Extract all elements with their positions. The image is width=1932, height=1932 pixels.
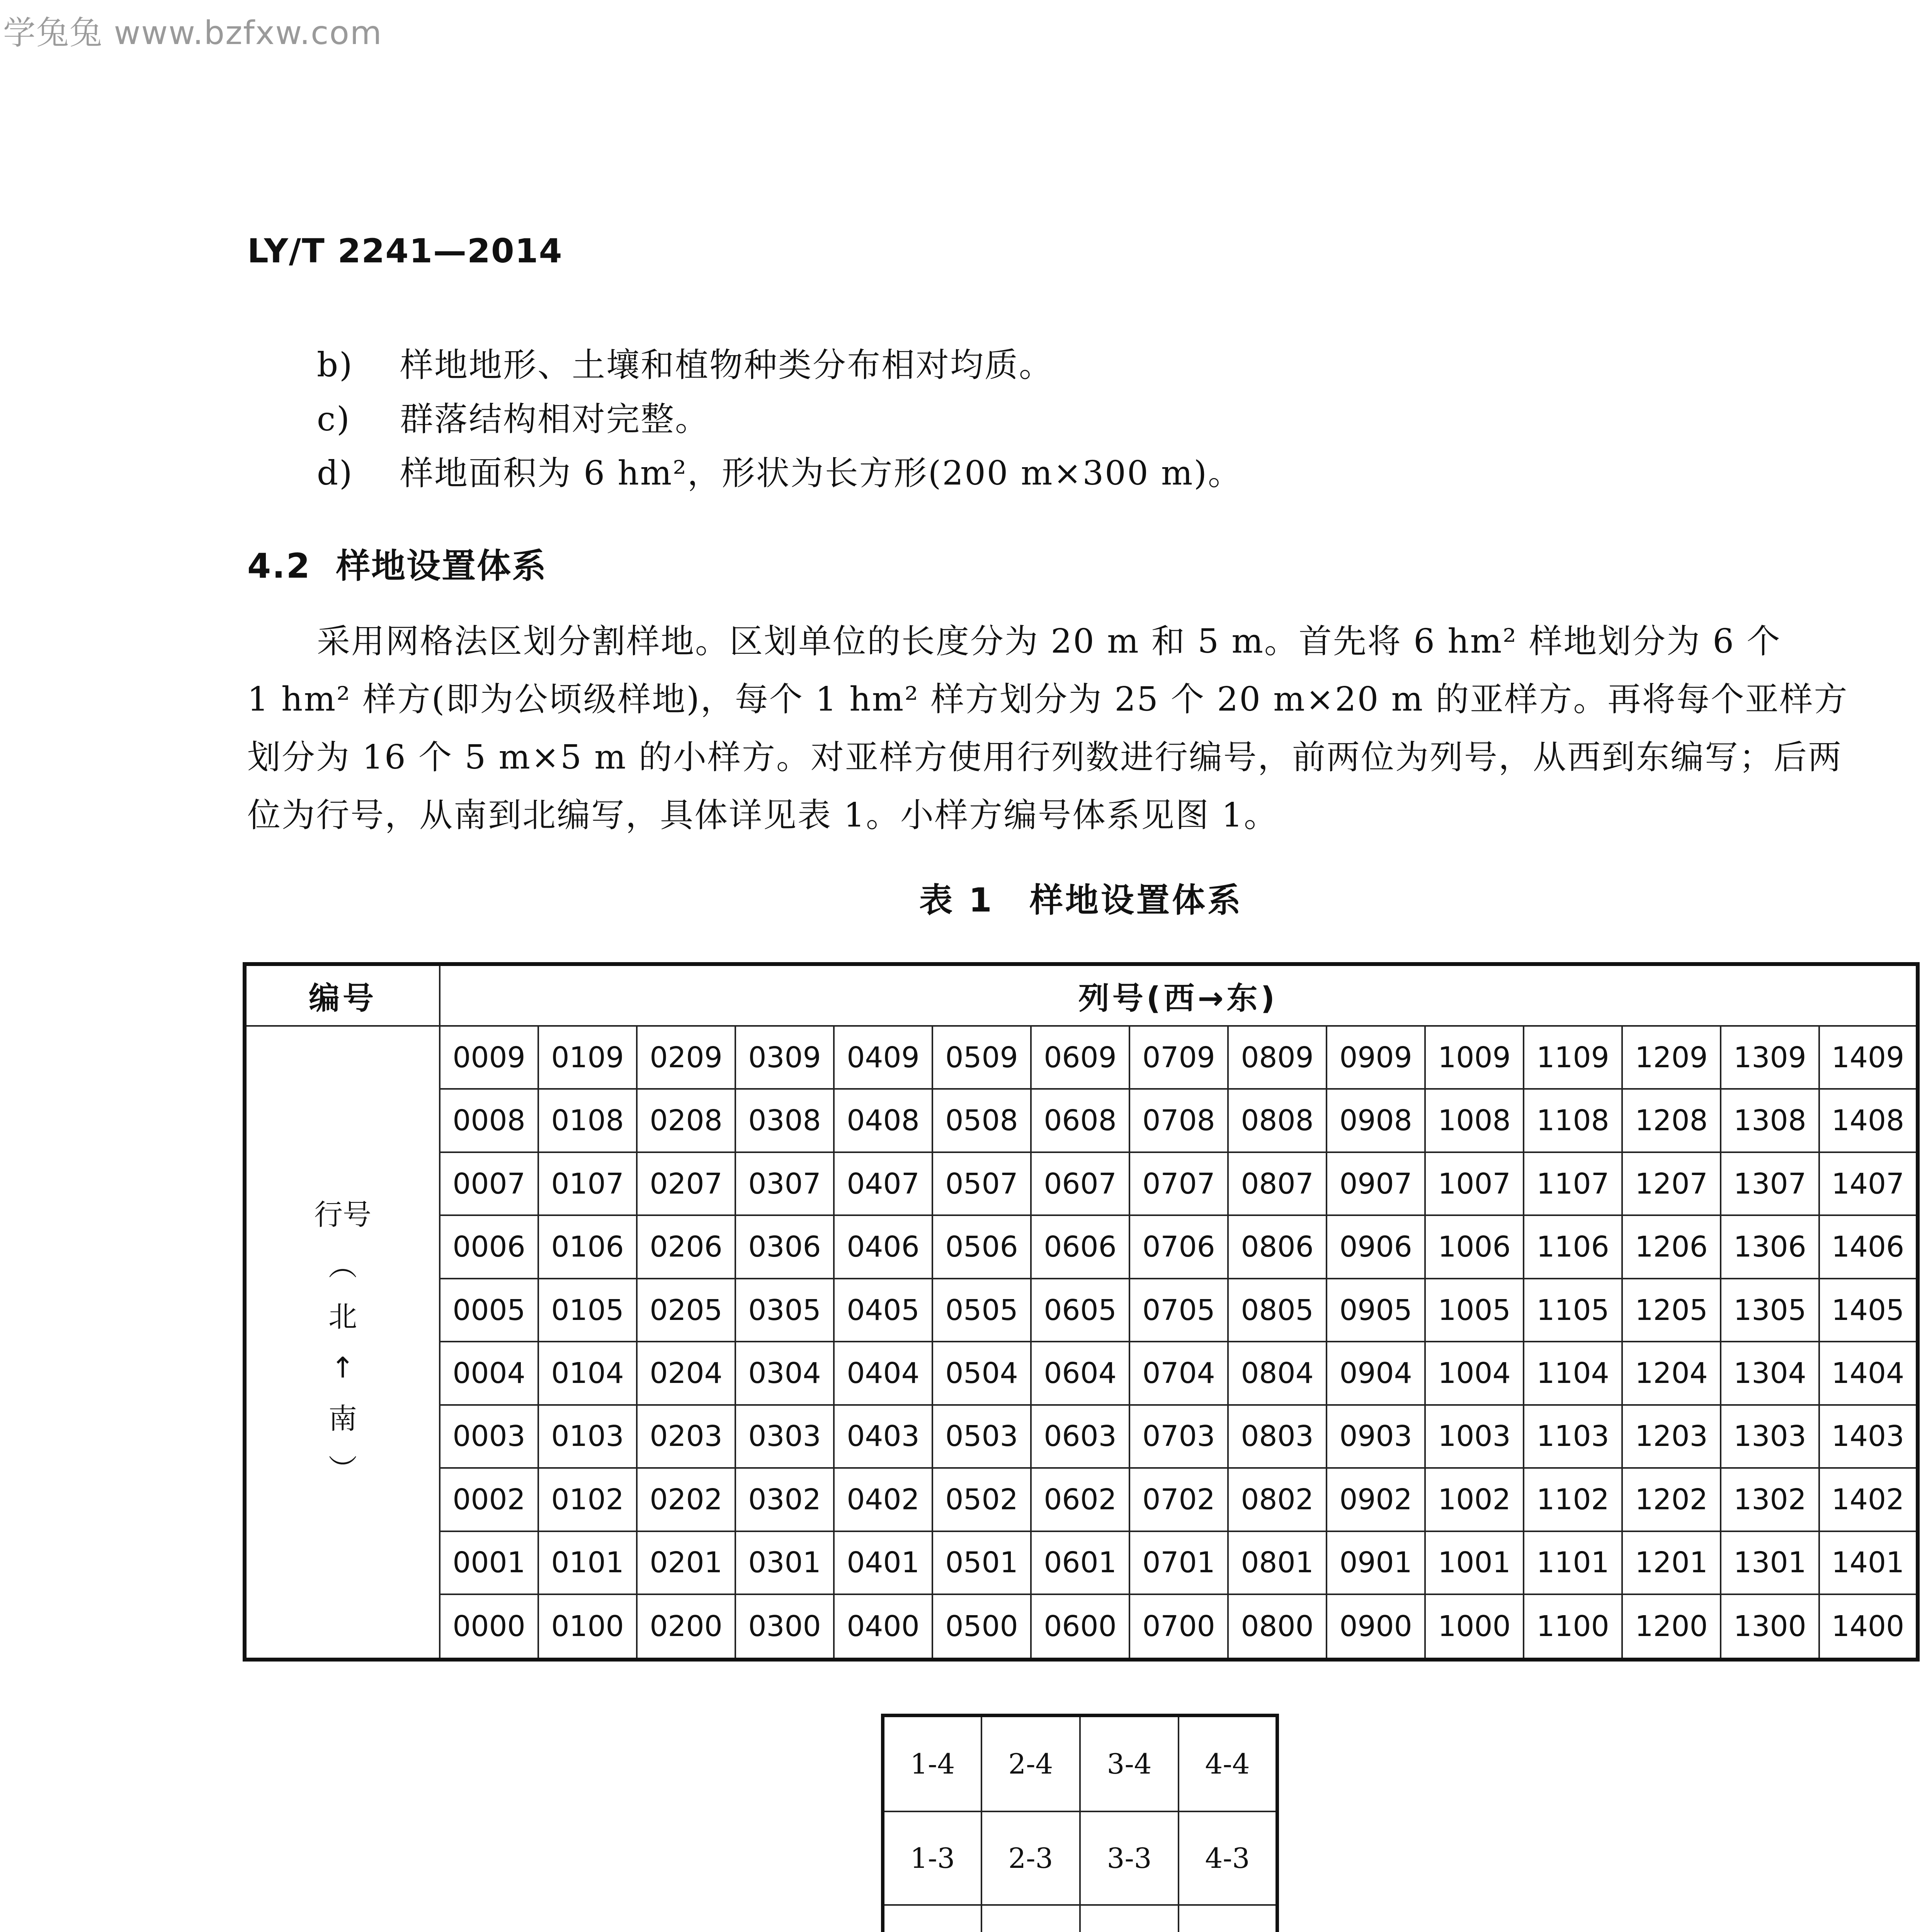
grid-row bbox=[883, 1811, 1277, 1905]
table-cell: 0302 bbox=[735, 1468, 834, 1531]
table-cell: 1403 bbox=[1819, 1405, 1918, 1468]
table-cell: 1406 bbox=[1819, 1215, 1918, 1278]
table-cell: 0307 bbox=[735, 1152, 834, 1215]
item-text: 样地地形、土壤和植物种类分布相对均质。 bbox=[400, 346, 1053, 384]
table-cell: 1305 bbox=[1721, 1279, 1819, 1342]
row-header-char: ↑ bbox=[330, 1351, 355, 1384]
table-cell: 0204 bbox=[637, 1342, 735, 1405]
table-cell: 0602 bbox=[1031, 1468, 1129, 1531]
table-cell: 1400 bbox=[1819, 1594, 1918, 1660]
table-cell: 0700 bbox=[1129, 1594, 1228, 1660]
table-cell: 0905 bbox=[1327, 1279, 1425, 1342]
paragraph-line: 划分为 16 个 5 m×5 m 的小样方。对亚样方使用行列数进行编号，前两位为列号，从西到东编写；后两 bbox=[247, 738, 1843, 777]
table-corner-cell: 编号 bbox=[245, 964, 440, 1026]
table-cell: 0902 bbox=[1327, 1468, 1425, 1531]
table-cell: 0108 bbox=[538, 1089, 637, 1152]
table-cell: 1207 bbox=[1622, 1152, 1721, 1215]
table-cell: 0300 bbox=[735, 1594, 834, 1660]
row-header-char: 南 bbox=[328, 1402, 357, 1435]
table-cell: 1209 bbox=[1622, 1026, 1721, 1089]
grid-cell: 2-4 bbox=[981, 1716, 1080, 1812]
table-cell: 0907 bbox=[1327, 1152, 1425, 1215]
table-cell: 1409 bbox=[1819, 1026, 1918, 1089]
row-header-char: ︵ bbox=[328, 1249, 357, 1282]
table-cell: 0107 bbox=[538, 1152, 637, 1215]
list-item bbox=[317, 390, 709, 448]
grid-row bbox=[883, 1905, 1277, 1932]
table-cell: 1208 bbox=[1622, 1089, 1721, 1152]
table-cell: 1407 bbox=[1819, 1152, 1918, 1215]
table-row bbox=[245, 1342, 1918, 1405]
table-row bbox=[245, 1468, 1918, 1531]
table-cell: 1105 bbox=[1524, 1279, 1622, 1342]
table-cell: 0201 bbox=[637, 1531, 735, 1594]
table-cell: 0505 bbox=[932, 1279, 1031, 1342]
table-cell: 0005 bbox=[440, 1279, 538, 1342]
table-cell: 1006 bbox=[1425, 1215, 1524, 1278]
table-cell: 1108 bbox=[1524, 1089, 1622, 1152]
table-cell: 0409 bbox=[834, 1026, 932, 1089]
table-cell: 0105 bbox=[538, 1279, 637, 1342]
table-cell: 0705 bbox=[1129, 1279, 1228, 1342]
table-cell: 0200 bbox=[637, 1594, 735, 1660]
item-text: 样地面积为 6 hm²，形状为长方形(200 m×300 m)。 bbox=[400, 454, 1243, 493]
table-cell: 0407 bbox=[834, 1152, 932, 1215]
table-cell: 0308 bbox=[735, 1089, 834, 1152]
table-cell: 1202 bbox=[1622, 1468, 1721, 1531]
table-cell: 0502 bbox=[932, 1468, 1031, 1531]
table-cell: 1003 bbox=[1425, 1405, 1524, 1468]
table-row bbox=[245, 1026, 1918, 1089]
table-row bbox=[245, 1594, 1918, 1660]
table-cell: 0402 bbox=[834, 1468, 932, 1531]
table-cell: 1102 bbox=[1524, 1468, 1622, 1531]
paragraph-line: 采用网格法区划分割样地。区划单位的长度分为 20 m 和 5 m。首先将 6 hm² 样地划分为 6 个 bbox=[317, 622, 1781, 661]
table-cell: 0205 bbox=[637, 1279, 735, 1342]
table-cell: 0207 bbox=[637, 1152, 735, 1215]
table-cell: 1304 bbox=[1721, 1342, 1819, 1405]
item-text: 群落结构相对完整。 bbox=[400, 400, 709, 439]
table-cell: 1401 bbox=[1819, 1531, 1918, 1594]
table-cell: 0702 bbox=[1129, 1468, 1228, 1531]
table-cell: 0601 bbox=[1031, 1531, 1129, 1594]
table-cell: 0209 bbox=[637, 1026, 735, 1089]
table-cell: 0802 bbox=[1228, 1468, 1327, 1531]
table-cell: 0908 bbox=[1327, 1089, 1425, 1152]
table-cell: 0004 bbox=[440, 1342, 538, 1405]
table-cell: 0800 bbox=[1228, 1594, 1327, 1660]
grid-cell bbox=[981, 1905, 1080, 1932]
table-cell: 0100 bbox=[538, 1594, 637, 1660]
table-cell: 0804 bbox=[1228, 1342, 1327, 1405]
row-header-char: 北 bbox=[328, 1300, 357, 1333]
table-cell: 0203 bbox=[637, 1405, 735, 1468]
table-cell: 1007 bbox=[1425, 1152, 1524, 1215]
grid-cell: 2-3 bbox=[981, 1811, 1080, 1905]
table-cell: 1308 bbox=[1721, 1089, 1819, 1152]
table-cell: 0508 bbox=[932, 1089, 1031, 1152]
table-row bbox=[245, 1279, 1918, 1342]
table-cell: 0408 bbox=[834, 1089, 932, 1152]
table-cell: 0202 bbox=[637, 1468, 735, 1531]
table-cell: 0900 bbox=[1327, 1594, 1425, 1660]
list-item bbox=[317, 336, 1053, 394]
table-cell: 0106 bbox=[538, 1215, 637, 1278]
table-cell: 1000 bbox=[1425, 1594, 1524, 1660]
table-cell: 1204 bbox=[1622, 1342, 1721, 1405]
table-cell: 0703 bbox=[1129, 1405, 1228, 1468]
row-header-char: 行号 bbox=[314, 1198, 371, 1231]
table-cell: 0604 bbox=[1031, 1342, 1129, 1405]
table-cell: 0301 bbox=[735, 1531, 834, 1594]
table-cell: 1408 bbox=[1819, 1089, 1918, 1152]
table-cell: 1107 bbox=[1524, 1152, 1622, 1215]
section-heading bbox=[247, 539, 547, 588]
table-cell: 1109 bbox=[1524, 1026, 1622, 1089]
subplot-grid bbox=[881, 1714, 1279, 1932]
table-cell: 0606 bbox=[1031, 1215, 1129, 1278]
table-cell: 0305 bbox=[735, 1279, 834, 1342]
table-cell: 0103 bbox=[538, 1405, 637, 1468]
table-cell: 0803 bbox=[1228, 1405, 1327, 1468]
table-cell: 0006 bbox=[440, 1215, 538, 1278]
table-row bbox=[245, 1531, 1918, 1594]
grid-cell: 4-3 bbox=[1179, 1811, 1277, 1905]
grid-cell bbox=[1080, 1905, 1179, 1932]
table-cell: 0000 bbox=[440, 1594, 538, 1660]
table-cell: 0708 bbox=[1129, 1089, 1228, 1152]
watermark: 学兔兔 www.bzfxw.com bbox=[3, 14, 383, 52]
table-cell: 0609 bbox=[1031, 1026, 1129, 1089]
table-cell: 1203 bbox=[1622, 1405, 1721, 1468]
table-cell: 0600 bbox=[1031, 1594, 1129, 1660]
table-row bbox=[245, 1089, 1918, 1152]
table-cell: 0206 bbox=[637, 1215, 735, 1278]
table-cell: 0901 bbox=[1327, 1531, 1425, 1594]
table-cell: 1206 bbox=[1622, 1215, 1721, 1278]
table-cell: 1005 bbox=[1425, 1279, 1524, 1342]
table-cell: 1103 bbox=[1524, 1405, 1622, 1468]
table-cell: 1309 bbox=[1721, 1026, 1819, 1089]
table-cell: 0809 bbox=[1228, 1026, 1327, 1089]
table-cell: 1009 bbox=[1425, 1026, 1524, 1089]
table-row bbox=[245, 1152, 1918, 1215]
table-caption: 表 1 样地设置体系 bbox=[919, 881, 1243, 920]
table-cell: 0904 bbox=[1327, 1342, 1425, 1405]
table-cell: 0504 bbox=[932, 1342, 1031, 1405]
table-row bbox=[245, 1405, 1918, 1468]
table-cell: 0501 bbox=[932, 1531, 1031, 1594]
table-cell: 0309 bbox=[735, 1026, 834, 1089]
table-cell: 0903 bbox=[1327, 1405, 1425, 1468]
grid-cell: 3-3 bbox=[1080, 1811, 1179, 1905]
table-cell: 0706 bbox=[1129, 1215, 1228, 1278]
standard-number: LY/T 2241—2014 bbox=[247, 232, 563, 270]
grid-cell: 4-4 bbox=[1179, 1716, 1277, 1812]
table-cell: 0805 bbox=[1228, 1279, 1327, 1342]
table-cell: 0101 bbox=[538, 1531, 637, 1594]
table-cell: 0403 bbox=[834, 1405, 932, 1468]
table-cell: 0506 bbox=[932, 1215, 1031, 1278]
table-cell: 0906 bbox=[1327, 1215, 1425, 1278]
grid-cell bbox=[1179, 1905, 1277, 1932]
table-cell: 1307 bbox=[1721, 1152, 1819, 1215]
table-cell: 1301 bbox=[1721, 1531, 1819, 1594]
table-cell: 1300 bbox=[1721, 1594, 1819, 1660]
section-title: 样地设置体系 bbox=[336, 546, 548, 586]
table-cell: 0709 bbox=[1129, 1026, 1228, 1089]
table-cell: 0406 bbox=[834, 1215, 932, 1278]
table-cell: 0605 bbox=[1031, 1279, 1129, 1342]
table-cell: 0303 bbox=[735, 1405, 834, 1468]
item-label: b) bbox=[317, 346, 354, 384]
table-cell: 1303 bbox=[1721, 1405, 1819, 1468]
table-cell: 0807 bbox=[1228, 1152, 1327, 1215]
table-cell: 0003 bbox=[440, 1405, 538, 1468]
table-cell: 1008 bbox=[1425, 1089, 1524, 1152]
grid-cell bbox=[883, 1905, 981, 1932]
table-cell: 0104 bbox=[538, 1342, 637, 1405]
table-cell: 1101 bbox=[1524, 1531, 1622, 1594]
row-header-char: ︶ bbox=[328, 1453, 357, 1486]
table-cell: 0304 bbox=[735, 1342, 834, 1405]
paragraph-line: 位为行号，从南到北编写，具体详见表 1。小样方编号体系见图 1。 bbox=[247, 796, 1279, 835]
table-cell: 0401 bbox=[834, 1531, 932, 1594]
table-cell: 0007 bbox=[440, 1152, 538, 1215]
table-cell: 0405 bbox=[834, 1279, 932, 1342]
table-cell: 0102 bbox=[538, 1468, 637, 1531]
table-cell: 1201 bbox=[1622, 1531, 1721, 1594]
table-cell: 0701 bbox=[1129, 1531, 1228, 1594]
table-cell: 0208 bbox=[637, 1089, 735, 1152]
table-cell: 0503 bbox=[932, 1405, 1031, 1468]
grid-cell: 3-4 bbox=[1080, 1716, 1179, 1812]
table-cell: 1200 bbox=[1622, 1594, 1721, 1660]
table-cell: 1004 bbox=[1425, 1342, 1524, 1405]
table-cell: 0001 bbox=[440, 1531, 538, 1594]
table-cell: 1302 bbox=[1721, 1468, 1819, 1531]
table-cell: 1104 bbox=[1524, 1342, 1622, 1405]
table-cell: 0808 bbox=[1228, 1089, 1327, 1152]
item-label: d) bbox=[317, 454, 354, 493]
table-row bbox=[245, 1215, 1918, 1278]
table-cell: 1205 bbox=[1622, 1279, 1721, 1342]
table-cell: 0306 bbox=[735, 1215, 834, 1278]
table-cell: 0404 bbox=[834, 1342, 932, 1405]
table-cell: 1404 bbox=[1819, 1342, 1918, 1405]
table-cell: 0109 bbox=[538, 1026, 637, 1089]
grid-row bbox=[883, 1716, 1277, 1812]
table-cell: 0607 bbox=[1031, 1152, 1129, 1215]
table-cell: 0507 bbox=[932, 1152, 1031, 1215]
table-cell: 1001 bbox=[1425, 1531, 1524, 1594]
table-cell: 1100 bbox=[1524, 1594, 1622, 1660]
table-cell: 0509 bbox=[932, 1026, 1031, 1089]
item-label: c) bbox=[317, 400, 351, 439]
row-header bbox=[245, 1026, 440, 1660]
table-cell: 0608 bbox=[1031, 1089, 1129, 1152]
paragraph-line: 1 hm² 样方(即为公顷级样地)，每个 1 hm² 样方划分为 25 个 20 m×20 m 的亚样方。再将每个亚样方 bbox=[247, 680, 1849, 719]
table-cell: 0002 bbox=[440, 1468, 538, 1531]
numbering-table bbox=[243, 962, 1920, 1662]
table-cell: 1306 bbox=[1721, 1215, 1819, 1278]
table-cell: 1405 bbox=[1819, 1279, 1918, 1342]
table-cell: 1106 bbox=[1524, 1215, 1622, 1278]
list-item bbox=[317, 444, 1242, 502]
table-cell: 0008 bbox=[440, 1089, 538, 1152]
column-header: 列号(西→东) bbox=[440, 964, 1918, 1026]
section-number: 4.2 bbox=[247, 546, 311, 586]
table-cell: 0704 bbox=[1129, 1342, 1228, 1405]
table-cell: 0400 bbox=[834, 1594, 932, 1660]
table-cell: 0801 bbox=[1228, 1531, 1327, 1594]
table-cell: 1402 bbox=[1819, 1468, 1918, 1531]
table-cell: 1002 bbox=[1425, 1468, 1524, 1531]
table-cell: 0009 bbox=[440, 1026, 538, 1089]
grid-cell: 1-4 bbox=[883, 1716, 981, 1812]
table-cell: 0806 bbox=[1228, 1215, 1327, 1278]
table-cell: 0909 bbox=[1327, 1026, 1425, 1089]
table-cell: 0603 bbox=[1031, 1405, 1129, 1468]
grid-cell: 1-3 bbox=[883, 1811, 981, 1905]
table-cell: 0707 bbox=[1129, 1152, 1228, 1215]
table-cell: 0500 bbox=[932, 1594, 1031, 1660]
